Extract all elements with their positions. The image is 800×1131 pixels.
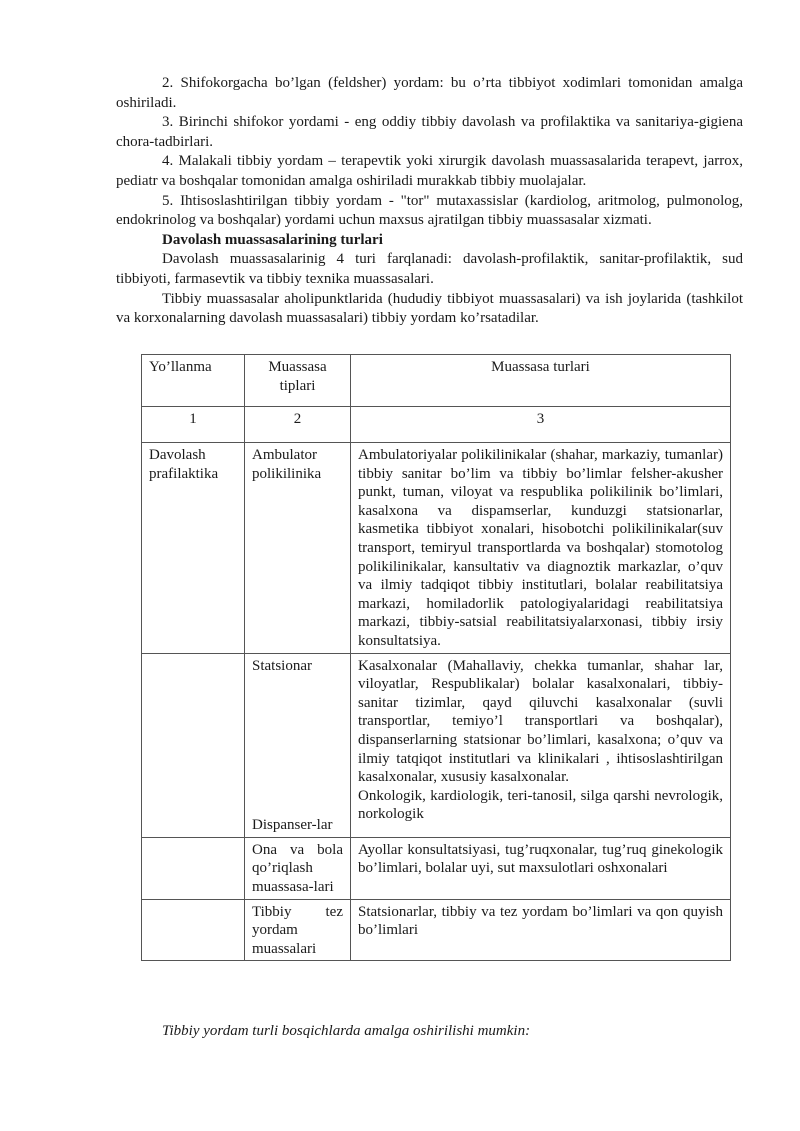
- paragraph: 2. Shifokorgacha bo’lgan (feldsher) yordam: bu o’rta tibbiyot xodimlari tomonidan amalga oshiriladi.: [116, 75, 743, 111]
- direction-cell: [142, 653, 245, 837]
- section-heading: Davolash muassasalarining turlari: [162, 231, 383, 248]
- paragraph: 5. Ihtisoslashtirilgan tibbiy yordam - "tor" mutaxassislar (kardiolog, aritmolog, pulmonolog, endokrinolog va boshqalar) yordami uchun maxsus ajratilgan tibbiy muassasalar xizmati.: [116, 192, 743, 229]
- direction-cell: [142, 837, 245, 899]
- number-cell: 1: [142, 407, 245, 443]
- kinds-text-secondary: Onkologik, kardiologik, teri-tanosil, silga qarshi nevrologik, norkologik: [358, 787, 723, 823]
- table-row: [142, 837, 731, 899]
- kinds-cell: Statsionarlar, tibbiy va tez yordam bo’limlari va qon quyish bo’limlari: [351, 899, 731, 961]
- number-cell: 3: [351, 407, 731, 443]
- kinds-text: Kasalxonalar (Mahallaviy, chekka tumanlar, shahar lar, viloyatlar, Respublikalar) bolalar kasalxonalari, tibbiy-sanitar tizimlar, qayd qiluvchi kasalxonalar (suvli transportlar, temiyo’l transportlari va boshqalar), dispanserlarning statsionar bo’limlari, kasalxona; o’quv va ilmiy tatqiqot institutlari va klinikalari , ihtisoslashtirilgan kasalxonalar, xususiy kasalxonalar.: [358, 657, 723, 786]
- kinds-cell: Ambulatoriyalar polikilinikalar (shahar, markaziy, tumanlar) tibbiy sanitar bo’lim va tibbiy bo’limlar felsher-akusher punkt, tuman, viloyat va respublika polikilinik bo’limlari, kasalxona va dispamserlar, kunduzgi statsionarlar, kasmetika tibbiyot xonalari, hisobotchi polikilinikalar(suv transport, temiryul transportlarda va boshqalar) stomotolog polikilinikalar, kansultativ va diagnoztik markazlar, o’quv va ilmiy tadqiqot tibbiy institutlari, bolalar reabilitatsiya markazi, homiladorlik patologiyalaridagi reabilitatsiya markazi, tibbiy-satsial reabilitatsiyalarxonasi, tibbiy irsiy konsultatsiya.: [351, 443, 731, 654]
- table-row: [142, 653, 731, 837]
- header-cell: Yo’llanma: [142, 355, 245, 407]
- type-label: Statsionar: [252, 657, 312, 674]
- paragraph: 3. Birinchi shifokor yordami - eng oddiy tibbiy davolash va profilaktika va sanitariya-gigiena chora-tadbirlari.: [116, 114, 743, 150]
- institutions-table: [141, 354, 731, 961]
- footer-note: Tibbiy yordam turli bosqichlarda amalga oshirilishi mumkin:: [162, 1023, 531, 1039]
- direction-cell: [142, 899, 245, 961]
- kinds-cell: Ayollar konsultatsiyasi, tug’ruqxonalar, tug’ruq ginekologik bo’limlari, bolalar uyi, sut maxsulotlari oshxonalari: [351, 837, 731, 899]
- direction-cell: Davolash prafilaktika: [142, 443, 245, 654]
- paragraph: Davolash muassasalarinig 4 turi farqlanadi: davolash-profilaktik, sanitar-profilaktik, sud tibbiyoti, farmasevtik va tibbiy texnika muassasalari.: [116, 251, 743, 287]
- type-cell: Tibbiy tez yordam muassalari: [245, 899, 351, 961]
- header-cell: Muassasa turlari: [351, 355, 731, 407]
- header-cell: Muassasa tiplari: [245, 355, 351, 407]
- type-cell: [245, 653, 351, 837]
- table-header-row: [142, 355, 731, 407]
- number-cell: 2: [245, 407, 351, 443]
- table-row: [142, 899, 731, 961]
- type-label-secondary: Dispanser-lar: [252, 817, 333, 834]
- kinds-cell: [351, 653, 731, 837]
- paragraph: 4. Malakali tibbiy yordam – terapevtik yoki xirurgik davolash muassasalarida terapevt, jarrox, pediatr va boshqalar tomonidan amalga oshiriladi murakkab tibbiy muolajalar.: [116, 153, 743, 189]
- table-row: [142, 443, 731, 654]
- paragraph: Tibbiy muassasalar aholipunktlarida (hududiy tibbiyot muassasalari) va ish joylarida (tashkilot va korxonalarning davolash muassasalari) tibbiy yordam ko’rsatadilar.: [116, 290, 743, 327]
- document-body: [116, 74, 743, 329]
- type-cell: Ona va bola qo’riqlash muassasa-lari: [245, 837, 351, 899]
- table-number-row: [142, 407, 731, 443]
- type-cell: Ambulator polikilinika: [245, 443, 351, 654]
